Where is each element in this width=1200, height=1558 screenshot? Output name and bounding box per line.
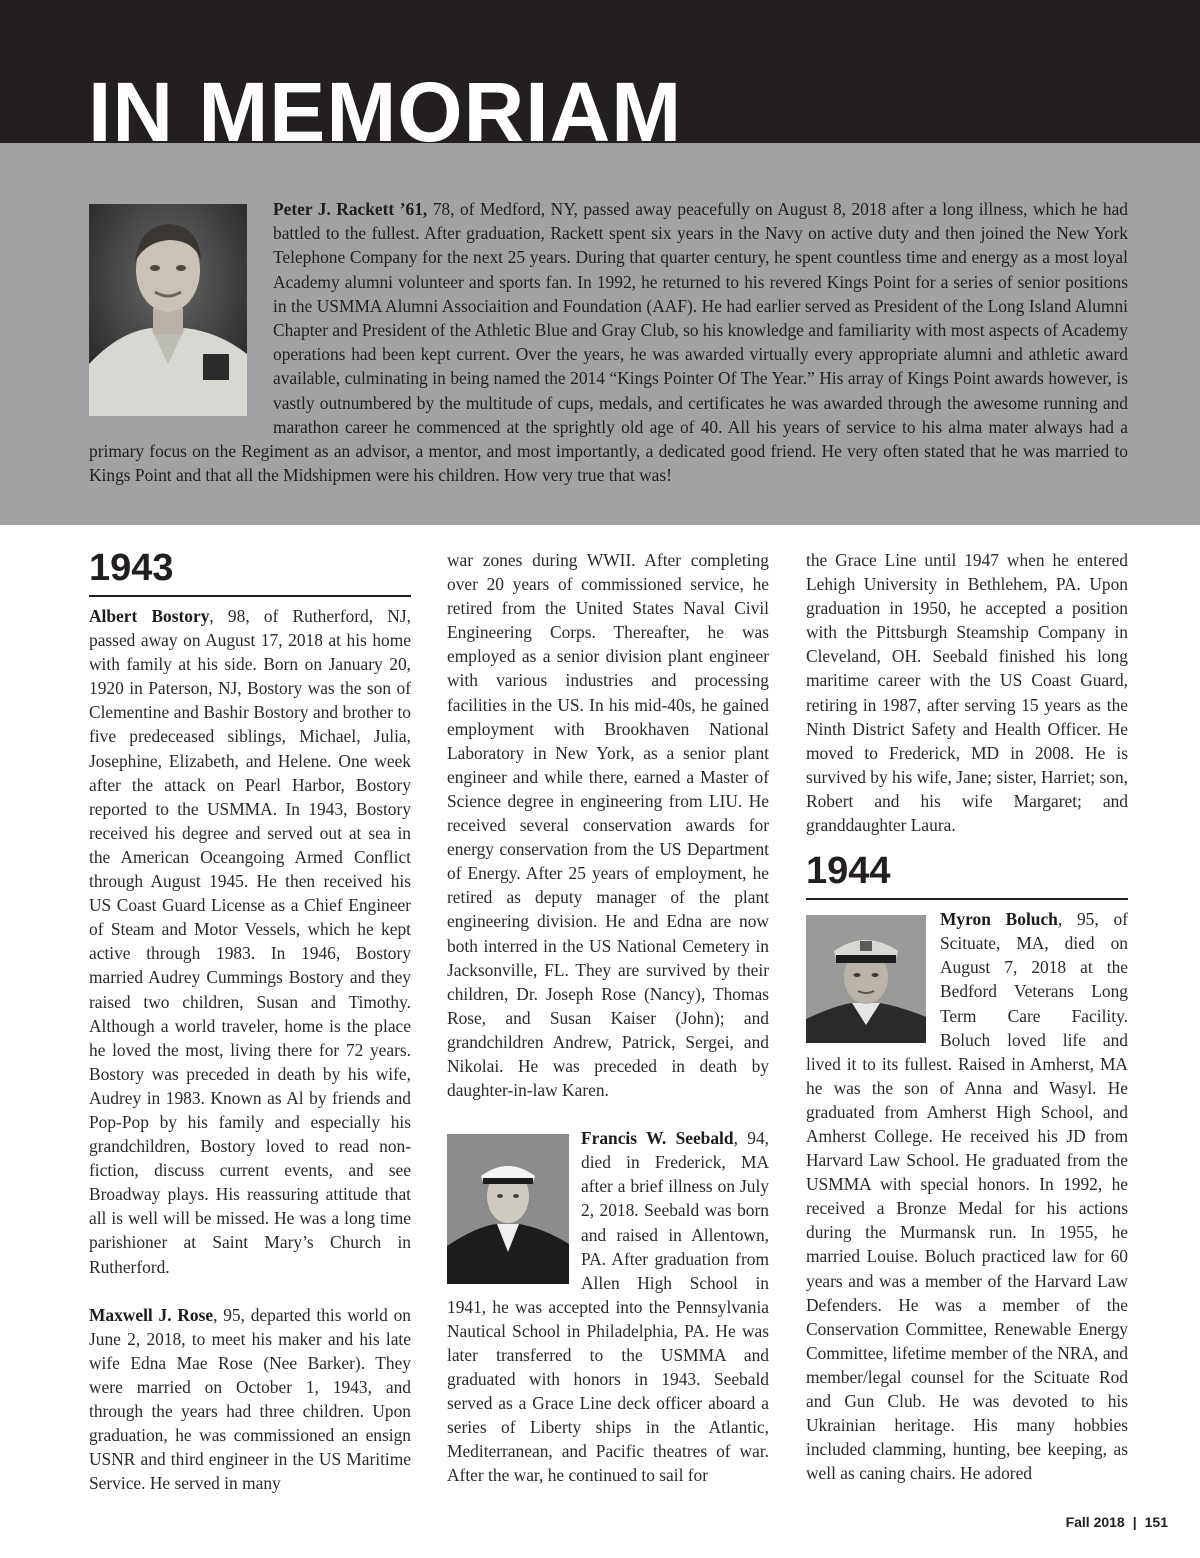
deceased-name: Peter J. Rackett ’61, xyxy=(273,199,428,219)
portrait-photo-seebald xyxy=(447,1134,569,1284)
obituary-body: , 98, of Rutherford, NJ, passed away on August 17, 2018 at his home with family at his side. Born on January 20, 1920 in Paterson, NJ, Bostory was the son of Clementine and Bashir Bostory and brother to five predeceased siblings, Michael, Julia, Josephine, Elizabeth, and Helene. One week after the attack on Pearl Harbor, Bostory reported to the USMMA. In 1943, Bostory received his degree and served out at sea in the American Oceangoing Armed Conflict through August 1945. He then received his US Coast Guard License as a Chief Engineer of Steam and Motor Vessels, which he kept active through 1983. In 1946, Bostory married Audrey Cummings Bostory and they raised two children, Susan and Timothy. Although a world traveler, home is the place he loved the most, living there for 72 years. Bostory was preceded in death by his wife, Audrey in 1983. Known as Al by friends and Pop-Pop by his family and especially his grandchildren, Bostory loved to read non-fiction, discuss current events, and see Broadway plays. His reassuring attitude that all is well will be missed. He was a long time parishioner at Saint Mary’s Church in Rutherford. xyxy=(89,606,411,1277)
column-1 xyxy=(89,548,411,1495)
header-bar xyxy=(0,0,1200,143)
obituary-body: , 95, departed this world on June 2, 2018, to meet his maker and his late wife Edna Mae Rose (Nee Barker). They were married on October 1, 1943, and through the years had three children. Upon graduation, he was commissioned an ensign USNR and third engineer in the US Maritime Service. He served in many xyxy=(89,1304,411,1494)
page-footer xyxy=(1066,1514,1168,1530)
obituary-body: war zones during WWII. After completing over 20 years of commissioned service, he retired from the United States Naval Civil Engineering Corps. Thereafter, he was employed as a senior division plant engineer with various industries and processing facilities in the US. In his mid-40s, he gained employment with Brookhaven National Laboratory in New York, as a senior plant engineer and while there, earned a Master of Science degree in engineering from LIU. He received several conservation awards for energy conservation from the US Department of Energy. After 25 years of employment, he retired as deputy manager of the plant engineering division. He and Edna are now both interred in the US National Cemetery in Jacksonville, FL. They are survived by their children, Dr. Joseph Rose (Nancy), Thomas Rose, and Susan Kaiser (John); and grandchildren Andrew, Patrick, Sergei, and Nikolai. He was preceded in death by daughter-in-law Karen. xyxy=(447,550,769,1101)
class-year-heading: 1943 xyxy=(89,548,411,597)
issue-label: Fall 2018 xyxy=(1065,1514,1125,1530)
obituary-body: , 94, died in Frederick, MA after a brief illness on July 2, 2018. Seebald was born and raised in Allentown, PA. After graduation from Allen High School in 1941, he was accepted into the Pennsylvania Nautical School in Philadelphia, PA. He was later transferred to the USMMA and graduated with honors in 1943. Seebald served as a Grace Line deck officer aboard a series of Liberty ships in the Atlantic, Mediterranean, and Pacific theatres of war. After the war, he continued to sail for xyxy=(447,1128,770,1486)
deceased-name: Myron Boluch xyxy=(940,909,1058,930)
featured-obituary xyxy=(0,143,1200,525)
obituary-body: , 95, of Scituate, MA, died on August 7, 2018 at the Bedford Veterans Long Term Care Facility. Boluch loved life and lived it to its fullest. Raised in Amherst, MA he was the son of Anna and Wasyl. He graduated from Amherst High School, and Amherst College. He received his JD from Harvard Law School. He graduated from the USMMA with special honors. In 1992, he received a Bronze Medal for his actions during the Murmansk run. In 1955, he married Louise. Boluch practiced law for 60 years and was a member of the Harvard Law Defenders. He was a member of the Conservation Committee, Renewable Energy Committee, lifetime member of the NRA, and member/legal counsel for the Scituate Rod and Gun Club. He was devoted to his Ukrainian heritage. His many hobbies included clamming, hunting, bee keeping, as well as caning chairs. He adored xyxy=(806,909,1128,1484)
obituary-rose xyxy=(89,1303,411,1496)
page-title: IN MEMORIAM xyxy=(88,65,683,143)
deceased-name: Maxwell J. Rose xyxy=(89,1304,214,1325)
deceased-name: Francis W. Seebald xyxy=(581,1128,734,1149)
obituary-rose-continued xyxy=(447,548,769,1102)
feature-obituary-text xyxy=(89,197,1128,487)
obituary-body: 78, of Medford, NY, passed away peacefully on August 8, 2018 after a long illness, which he had battled to the fullest. After graduation, Rackett spent six years in the Navy on active duty and then joined the New York Telephone Company for the next 25 years. During that quarter century, he spent countless time and energy as a most loyal Academy alumni volunteer and sports fan. In 1992, he returned to his revered Kings Point for a series of senior positions in the USMMA Alumni Associaition and Foundation (AAF). He had earlier served as President of the Long Island Alumni Chapter and President of the Athletic Blue and Gray Club, so his knowledge and familiarity with most aspects of Academy operations had been kept current. Over the years, he was awarded virtually every appropriate alumni and athletic award available, culminating in being named the 2014 “Kings Pointer Of The Year.” His array of Kings Point awards however, is vastly outnumbered by the multitude of cups, medals, and certificates he was awarded through the awesome running and marathon career he commenced at the sprightly old age of 40. All his years of service to his alma mater always had a primary focus on the Regiment as an advisor, a mentor, and most importantly, a dedicated good friend. He very often stated that he was married to Kings Point and that all the Midshipmen were his children. How very true that was! xyxy=(89,199,1128,486)
column-2 xyxy=(447,548,769,1488)
obituary-body: the Grace Line until 1947 when he entered Lehigh University in Bethlehem, PA. Upon graduation in 1950, he accepted a position with the Pittsburgh Steamship Company in Cleveland, OH. Seebald finished his long maritime career with the US Coast Guard, retiring in 1987, after serving 15 years as the Ninth District Safety and Health Officer. He moved to Frederick, MD in 2008. He is survived by his wife, Jane; sister, Harriet; son, Robert and his wife Margaret; and granddaughter Laura. xyxy=(806,550,1128,836)
column-3 xyxy=(806,548,1128,1485)
deceased-name: Albert Bostory xyxy=(89,606,210,626)
portrait-photo-boluch xyxy=(806,915,926,1043)
obituary-bostory xyxy=(89,604,411,1279)
class-year-heading: 1944 xyxy=(806,851,1128,900)
page-number: 151 xyxy=(1144,1514,1168,1530)
footer-separator: | xyxy=(1132,1514,1137,1530)
obituary-seebald-continued xyxy=(806,548,1128,837)
